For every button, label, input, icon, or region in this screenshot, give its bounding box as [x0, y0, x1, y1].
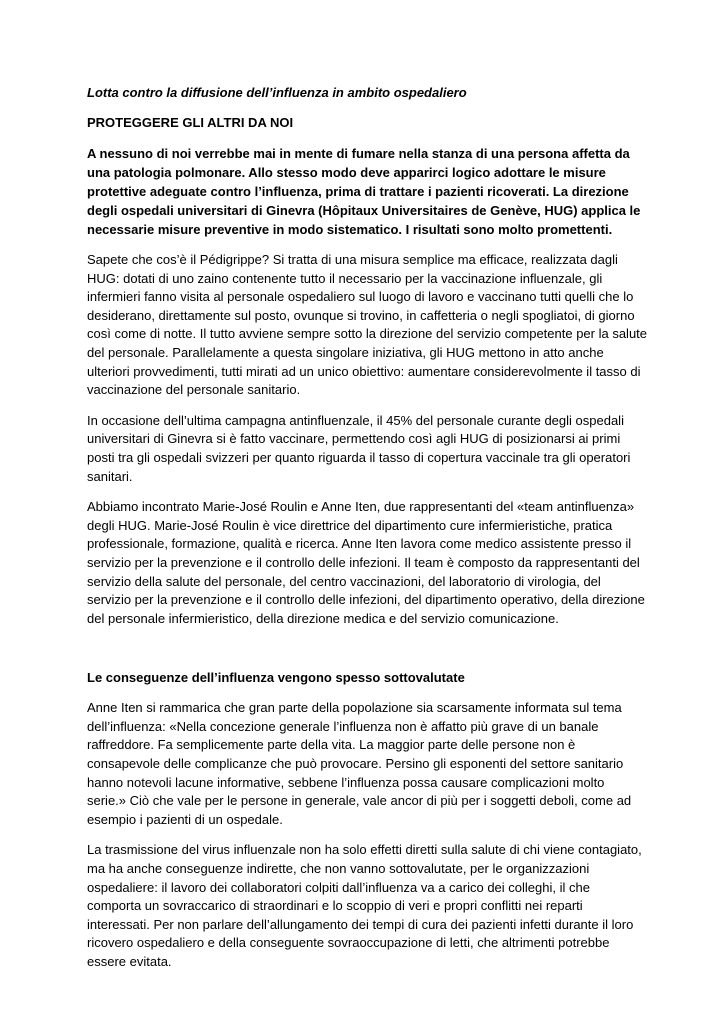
- section-heading: PROTEGGERE GLI ALTRI DA NOI: [87, 115, 294, 130]
- body-paragraph: Abbiamo incontrato Marie-José Roulin e Anne Iten, due rappresentanti del «team antinfluenza» degli HUG. Marie-José Roulin è vice direttrice del dipartimento cure infermieristiche, pratica professionale, formazione, qualità e ricerca. Anne Iten lavora come medico assistente presso il servizio per la prevenzione e il controllo delle infezioni. Il team è composto da rappresentanti del servizio della salute del personale, del centro vaccinazioni, del laboratorio di virologia, del servizio per la prevenzione e il controllo delle infezioni, del dipartimento operativo, della direzione del personale infermieristico, della direzione medica e del servizio comunicazione.: [87, 499, 645, 626]
- document-title: Lotta contro la diffusione dell’influenza in ambito ospedaliero: [87, 85, 467, 100]
- body-paragraph: Anne Iten si rammarica che gran parte della popolazione sia scarsamente informata sul tema dell’influenza: «Nella concezione generale l’influenza non è affatto più grave di un banale raffreddore. Fa semplicemente parte della vita. La maggior parte delle persone non è consapevole delle complicanze che può provocare. Persino gli esponenti del settore sanitario hanno notevoli lacune informative, sebbene l’influenza possa causare complicazioni molto serie.» Ciò che vale per le persone in generale, vale ancor di più per i soggetti deboli, come ad esempio i pazienti di un ospedale.: [87, 700, 632, 827]
- body-paragraph: Sapete che cos’è il Pédigrippe? Si tratta di una misura semplice ma efficace, realizzata dagli HUG: dotati di uno zaino contenente tutto il necessario per la vaccinazione influenzale, gli infermieri fanno visita al personale ospedaliero sul luogo di lavoro e vaccinano tutti quelli che lo desiderano, direttamente sul posto, ovunque si trovino, in caffetteria o negli spogliatoi, di giorno così come di notte. Il tutto avviene sempre sotto la direzione del servizio competente per la salute del personale. Parallelamente a questa singolare iniziativa, gli HUG mettono in atto anche ulteriori provvedimenti, tutti mirati ad un unico obiettivo: aumentare considerevolmente il tasso di vaccinazione del personale sanitario.: [87, 252, 648, 398]
- section2-heading: Le conseguenze dell’influenza vengono spesso sottovalutate: [87, 670, 465, 686]
- document-page: [87, 84, 647, 984]
- lead-paragraph: A nessuno di noi verrebbe mai in mente di fumare nella stanza di una persona affetta da una patologia polmonare. Allo stesso modo deve apparirci logico adottare le misure protettive adeguate contro l’influenza, prima di trattare i pazienti ricoverati. La direzione degli ospedali universitari di Ginevra (Hôpitaux Universitaires de Genève, HUG) applica le necessarie misure preventive in modo sistematico. I risultati sono molto promettenti.: [87, 146, 641, 237]
- body-paragraph: La trasmissione del virus influenzale non ha solo effetti diretti sulla salute di chi viene contagiato, ma ha anche conseguenze indirette, che non vanno sottovalutate, per le organizzazioni ospedaliere: il lavoro dei collaboratori colpiti dall’influenza va a carico dei colleghi, il che comporta un sovraccarico di straordinari e lo scoppio di veri e propri conflitti nei reparti interessati. Per non parlare dell’allungamento dei tempi di cura dei pazienti infetti durante il loro ricovero ospedaliero e della conseguente sovraoccupazione di letti, che altrimenti potrebbe essere evitata.: [87, 842, 642, 969]
- section-spacer: [87, 640, 647, 669]
- body-paragraph: In occasione dell’ultima campagna antinfluenzale, il 45% del personale curante degli ospedali universitari di Ginevra si è fatto vaccinare, permettendo così agli HUG di posizionarsi ai primi posti tra gli ospedali svizzeri per quanto riguarda il tasso di copertura vaccinale tra gli operatori sanitari.: [87, 412, 631, 484]
